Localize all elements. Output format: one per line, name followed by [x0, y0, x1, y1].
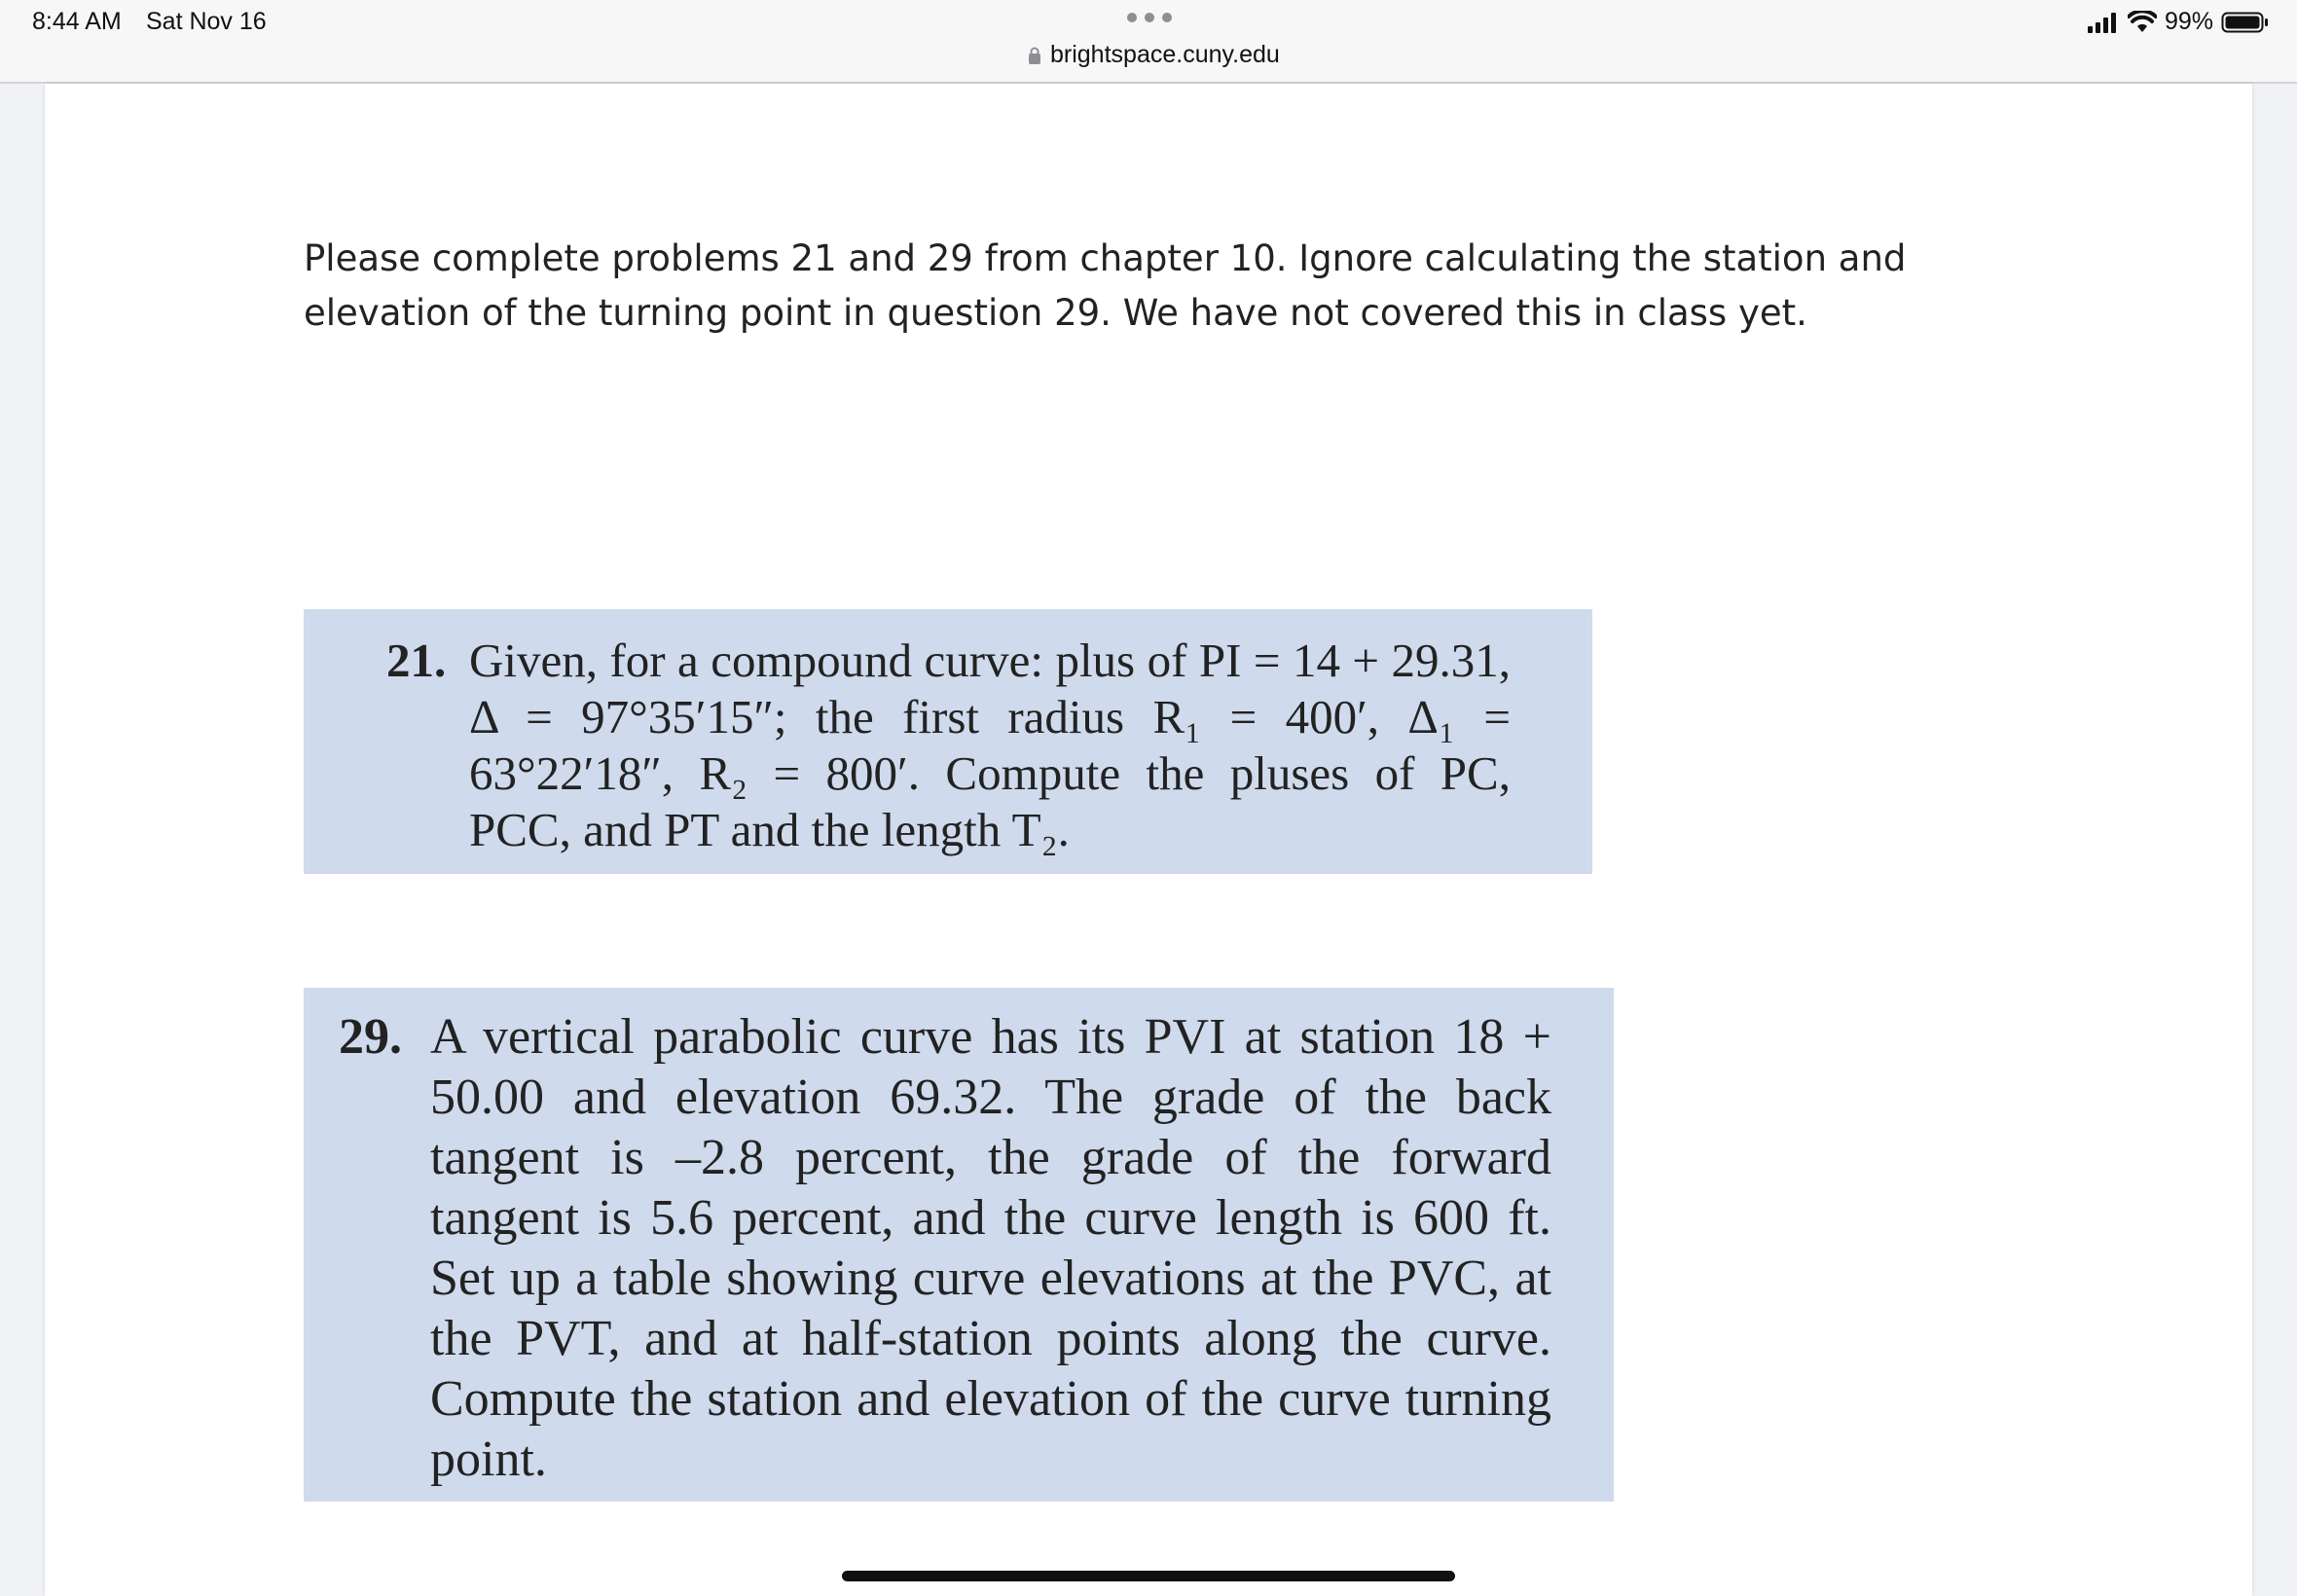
status-bar — [0, 0, 2297, 84]
problem-21-box — [304, 609, 1592, 874]
problem-21-text: Given, for a compound curve: plus of PI = 14 + 29.31, Δ = 97°35′15″; the first radius R₁ = 400′, Δ₁ = 63°22′18″, R₂ = 800′. Compute the pluses of PC, PCC, and PT and the length T₂. — [469, 634, 1511, 856]
assignment-instructions: Please complete problems 21 and 29 from chapter 10. Ignore calculating the station and elevation of the turning point in question 29. We have not covered this in class yet. — [304, 237, 1907, 334]
lock-icon — [1027, 46, 1042, 65]
battery-percentage: 99% — [2164, 8, 2213, 35]
battery-icon — [2221, 11, 2270, 34]
home-indicator[interactable] — [842, 1571, 1455, 1581]
status-indicators — [2087, 8, 2270, 36]
status-time: 8:44 AM — [32, 8, 122, 35]
wifi-icon — [2128, 11, 2157, 34]
address-bar[interactable] — [1027, 41, 1280, 69]
status-date: Sat Nov 16 — [146, 8, 267, 35]
problem-29-text: A vertical parabolic curve has its PVI at station 18 + 50.00 and elevation 69.32. The grade of the back tangent is –2.8 percent, the grade of the forward tangent is 5.6 percent, and the curve length is 600 ft. Set up a table showing curve elevations at the PVC, at the PVT, and at half-station points along the curve. Compute the station and elevation of the curve turning point. — [430, 1009, 1551, 1487]
problem-29-box — [304, 988, 1614, 1502]
more-options-icon[interactable] — [1127, 10, 1172, 25]
document-page — [45, 84, 2252, 1596]
signal-icon — [2087, 11, 2120, 34]
problem-21-number: 21. — [386, 634, 447, 687]
url-text: brightspace.cuny.edu — [1050, 41, 1280, 68]
problem-29-number: 29. — [339, 1009, 402, 1065]
